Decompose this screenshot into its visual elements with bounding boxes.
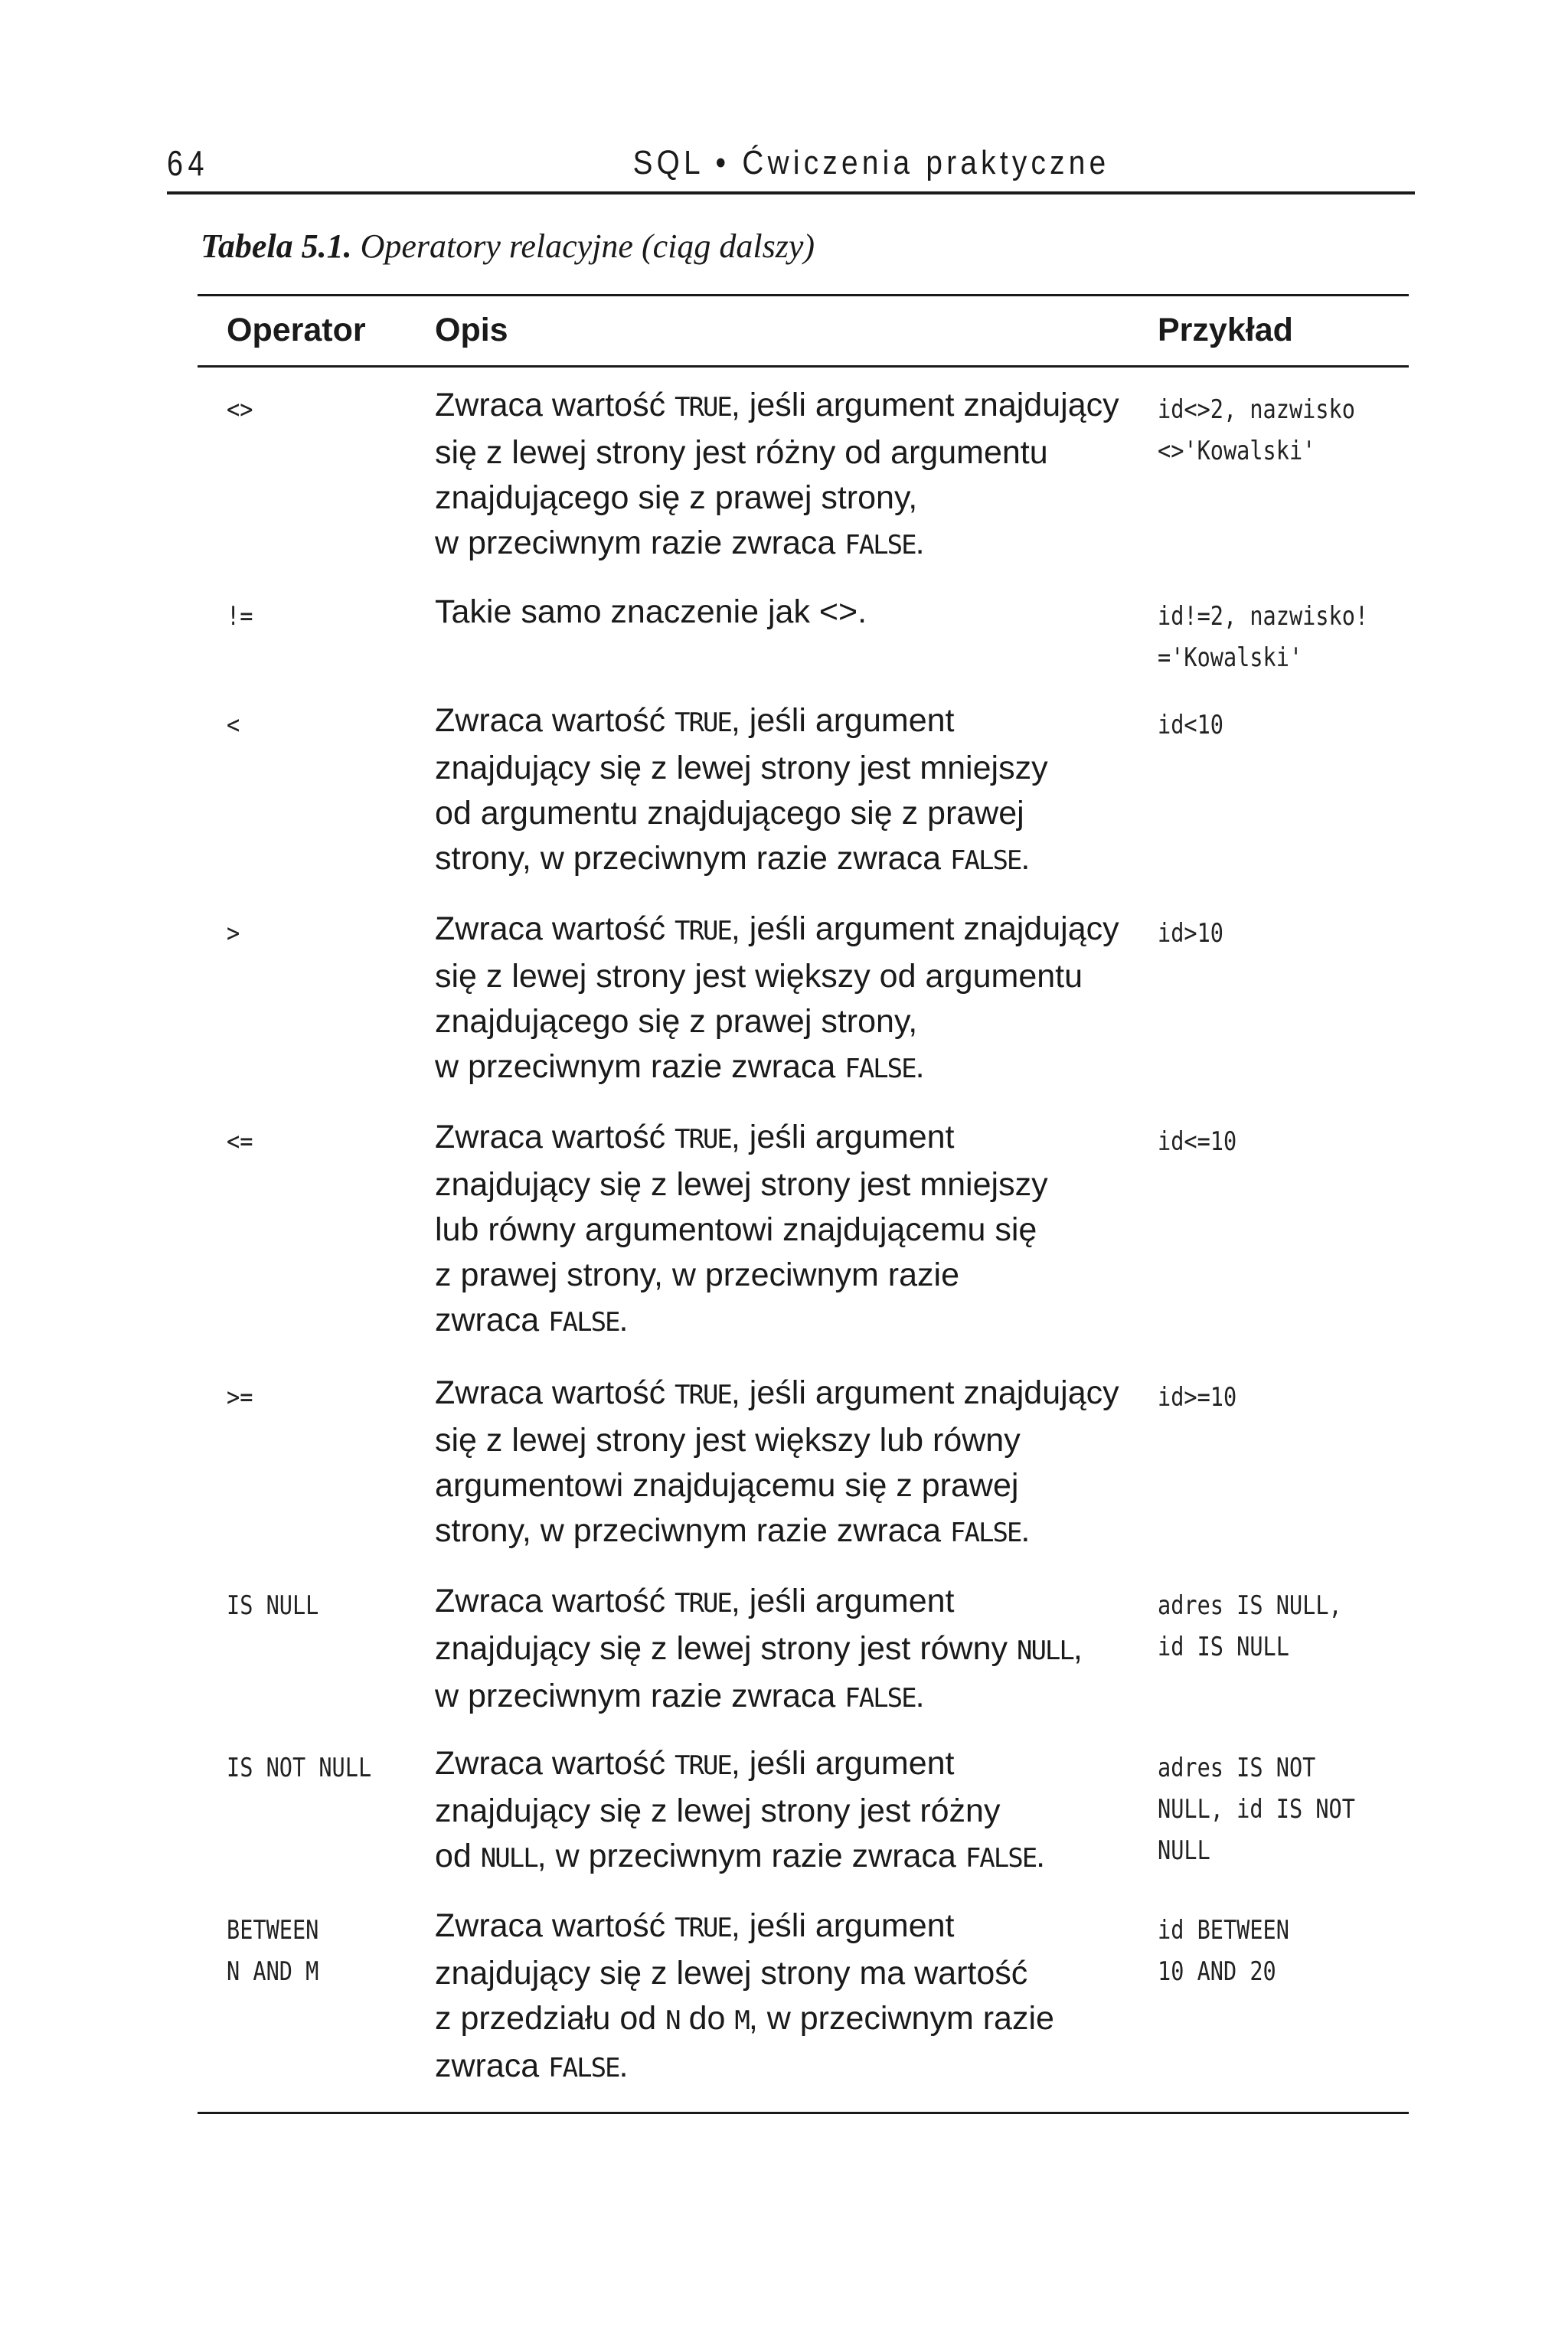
inline-code: TRUE	[675, 1913, 731, 1943]
table-row	[198, 698, 1409, 907]
description-cell	[435, 590, 1139, 635]
description-cell	[435, 907, 1139, 1092]
table-row	[198, 1115, 1409, 1371]
relational-operators-table	[198, 294, 1409, 2114]
table-row	[198, 907, 1409, 1115]
operator-cell: <>	[227, 394, 253, 425]
description-line: lub równy argumentowi znajdującemu się	[435, 1211, 1037, 1248]
example-cell: id<10	[1158, 710, 1223, 740]
inline-code: M	[734, 2005, 749, 2036]
description-line: Zwraca wartość TRUE, jeśli argument znajdujący	[435, 1374, 1119, 1411]
description-line: znajdującego się z prawej strony,	[435, 479, 918, 516]
operator-cell: IS NOT NULL	[227, 1753, 372, 1783]
running-title: SQL • Ćwiczenia praktyczne	[632, 144, 1110, 181]
inline-code: TRUE	[675, 916, 731, 946]
operator-cell: >=	[227, 1382, 253, 1413]
inline-code: TRUE	[675, 1750, 731, 1781]
inline-code: TRUE	[675, 707, 731, 738]
table-header-row	[198, 296, 1409, 368]
inline-code: FALSE	[844, 530, 916, 560]
description-line: Zwraca wartość TRUE, jeśli argument znajdujący	[435, 387, 1119, 423]
description-line: Zwraca wartość TRUE, jeśli argument	[435, 1119, 955, 1155]
inline-code: NULL	[480, 1843, 537, 1874]
operator-cell: >	[227, 918, 240, 949]
inline-code: TRUE	[675, 1380, 731, 1410]
example-cell: id<>2, nazwisko <>'Kowalski'	[1158, 394, 1355, 466]
example-cell: id>10	[1158, 918, 1223, 949]
description-line: Zwraca wartość TRUE, jeśli argument	[435, 1745, 955, 1782]
inline-code: FALSE	[950, 845, 1021, 876]
inline-code: FALSE	[965, 1843, 1037, 1874]
inline-code: TRUE	[675, 1588, 731, 1619]
description-line: strony, w przeciwnym razie zwraca FALSE.	[435, 1512, 1031, 1549]
description-line: Zwraca wartość TRUE, jeśli argument	[435, 702, 955, 739]
description-cell	[435, 1115, 1139, 1345]
page-number: 64	[167, 143, 210, 183]
description-line: w przeciwnym razie zwraca FALSE.	[435, 1678, 925, 1714]
description-line: Zwraca wartość TRUE, jeśli argument	[435, 1907, 955, 1944]
inline-code: FALSE	[950, 1518, 1021, 1548]
description-line: Takie samo znaczenie jak <>.	[435, 593, 867, 630]
table-row	[198, 1371, 1409, 1579]
inline-code: NULL	[1016, 1636, 1073, 1666]
description-line: się z lewej strony jest różny od argumentu	[435, 434, 1048, 471]
table-row	[198, 1579, 1409, 1741]
table-row	[198, 590, 1409, 698]
inline-code: FALSE	[548, 1307, 619, 1338]
description-line: argumentowi znajdującemu się z prawej	[435, 1467, 1019, 1504]
table-caption-text: Operatory relacyjne (ciąg dalszy)	[360, 227, 815, 265]
example-cell: id<=10	[1158, 1126, 1237, 1157]
description-line: od NULL, w przeciwnym razie zwraca FALSE.	[435, 1838, 1046, 1874]
description-line: Zwraca wartość TRUE, jeśli argument	[435, 1583, 955, 1619]
inline-code: N	[665, 2005, 680, 2036]
operator-cell: <	[227, 710, 240, 740]
example-cell: id>=10	[1158, 1382, 1237, 1413]
inline-code: FALSE	[548, 2053, 619, 2083]
description-cell	[435, 698, 1139, 884]
description-line: znajdujący się z lewej strony jest różny	[435, 1792, 1001, 1829]
description-line: zwraca FALSE.	[435, 1302, 629, 1338]
description-line: z prawej strony, w przeciwnym razie	[435, 1257, 959, 1293]
table-body	[198, 383, 1409, 2112]
description-line: znajdującego się z prawej strony,	[435, 1003, 918, 1040]
table-caption-label: Tabela 5.1.	[201, 227, 352, 265]
column-header-example: Przykład	[1158, 312, 1293, 348]
operator-cell: IS NULL	[227, 1590, 319, 1621]
table-row	[198, 1904, 1409, 2112]
description-line: znajdujący się z lewej strony ma wartość	[435, 1955, 1028, 1992]
description-line: Zwraca wartość TRUE, jeśli argument znajdujący	[435, 910, 1119, 947]
example-cell: adres IS NOT NULL, id IS NOT NULL	[1158, 1753, 1355, 1866]
inline-code: TRUE	[675, 1124, 731, 1155]
description-line: w przeciwnym razie zwraca FALSE.	[435, 1048, 925, 1085]
description-cell	[435, 383, 1139, 568]
description-cell	[435, 1371, 1139, 1556]
description-line: z przedziału od N do M, w przeciwnym razie	[435, 2000, 1054, 2037]
operator-cell: <=	[227, 1126, 253, 1157]
page-header	[167, 136, 1415, 194]
column-header-operator: Operator	[227, 312, 366, 348]
table-row	[198, 1741, 1409, 1904]
column-header-description: Opis	[435, 312, 508, 348]
description-line: zwraca FALSE.	[435, 2047, 629, 2084]
table-caption	[201, 227, 815, 266]
example-cell: id BETWEEN 10 AND 20	[1158, 1915, 1289, 1987]
description-line: w przeciwnym razie zwraca FALSE.	[435, 524, 925, 561]
inline-code: FALSE	[844, 1683, 916, 1714]
description-line: od argumentu znajdującego się z prawej	[435, 795, 1024, 832]
description-line: znajdujący się z lewej strony jest mniejszy	[435, 1166, 1048, 1203]
description-line: znajdujący się z lewej strony jest równy NULL,	[435, 1630, 1083, 1667]
inline-code: FALSE	[844, 1054, 916, 1084]
description-line: znajdujący się z lewej strony jest mniejszy	[435, 750, 1048, 786]
example-cell: id!=2, nazwisko! ='Kowalski'	[1158, 601, 1369, 673]
operator-cell: BETWEEN N AND M	[227, 1915, 319, 1987]
table-row	[198, 383, 1409, 590]
description-line: się z lewej strony jest większy lub równy	[435, 1422, 1021, 1459]
description-cell	[435, 1904, 1139, 2091]
example-cell: adres IS NULL, id IS NULL	[1158, 1590, 1342, 1662]
description-cell	[435, 1741, 1139, 1881]
description-line: strony, w przeciwnym razie zwraca FALSE.	[435, 840, 1031, 877]
description-line: się z lewej strony jest większy od argumentu	[435, 958, 1083, 995]
inline-code: TRUE	[675, 392, 731, 423]
operator-cell: !=	[227, 601, 253, 632]
description-cell	[435, 1579, 1139, 1721]
